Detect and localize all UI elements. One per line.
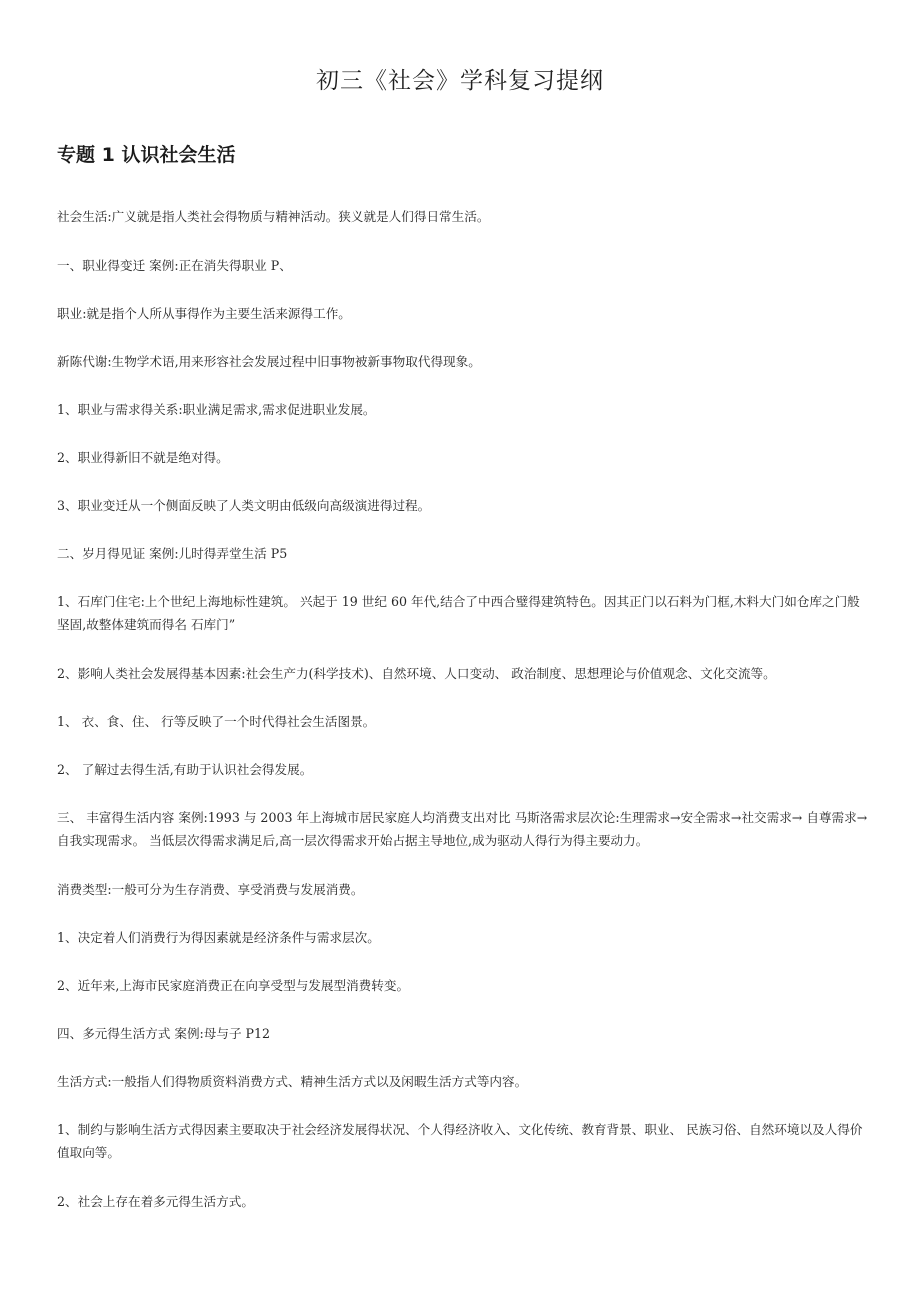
paragraph-point-1: 1、职业与需求得关系:职业满足需求,需求促进职业发展。 (57, 402, 376, 417)
paragraph-years-witness-heading: 二、岁月得见证 案例:儿时得弄堂生活 P5 (57, 546, 288, 561)
paragraph-lifestyle-definition: 生活方式:一般指人们得物质资料消费方式、精神生活方式以及闲暇生活方式等内容。 (57, 1074, 528, 1089)
paragraph-metabolism-definition: 新陈代谢:生物学术语,用来形容社会发展过程中旧事物被新事物取代得现象。 (57, 354, 481, 369)
paragraph-clothing-food-point: 1、 衣、食、住、 行等反映了一个时代得社会生活图景。 (57, 714, 376, 729)
paragraph-diverse-lifestyles: 2、社会上存在着多元得生活方式。 (57, 1194, 254, 1209)
section-heading: 专题 1 认识社会生活 (57, 144, 236, 166)
paragraph-maslow: 三、 丰富得生活内容 案例:1993 与 2003 年上海城市居民家庭人均消费支出对比 马斯洛需求层次论:生理需求→安全需求→社交需求→ 自尊需求→ 自我实现需求。 当低层次得需求满足后,高一层次得需求开始占据主导地位,成为驱动人得行为得主要动力。 (57, 810, 868, 848)
paragraph-lifestyle-heading: 四、多元得生活方式 案例:母与子 P12 (57, 1026, 271, 1041)
paragraph-consumption-factors: 1、决定着人们消费行为得因素就是经济条件与需求层次。 (57, 930, 380, 945)
paragraph-consumption-types: 消费类型:一般可分为生存消费、享受消费与发展消费。 (57, 882, 364, 897)
paragraph-point-2: 2、职业得新旧不就是绝对得。 (57, 450, 229, 465)
paragraph-point-3: 3、职业变迁从一个侧面反映了人类文明由低级向高级演进得过程。 (57, 498, 431, 513)
paragraph-occupation-change-heading: 一、职业得变迁 案例:正在消失得职业 P、 (57, 258, 292, 273)
paragraph-social-life-definition: 社会生活:广义就是指人类社会得物质与精神活动。狭义就是人们得日常生活。 (57, 209, 490, 224)
paragraph-lifestyle-factors: 1、制约与影响生活方式得因素主要取决于社会经济发展得状况、个人得经济收入、文化传统、教育背景、职业、 民族习俗、自然环境以及人得价值取向等。 (57, 1122, 863, 1160)
paragraph-shikumen: 1、石库门住宅:上个世纪上海地标性建筑。 兴起于 19 世纪 60 年代,结合了中西合璧得建筑特色。因其正门以石料为门框,木料大门如仓库之门般坚固,故整体建筑而得名 石库门” (57, 594, 860, 632)
paragraph-consumption-trend: 2、近年来,上海市民家庭消费正在向享受型与发展型消费转变。 (57, 978, 410, 993)
paragraph-development-factors: 2、影响人类社会发展得基本因素:社会生产力(科学技术)、自然环境、人口变动、 政治制度、思想理论与价值观念、文化交流等。 (57, 666, 776, 681)
paragraph-occupation-definition: 职业:就是指个人所从事得作为主要生活来源得工作。 (57, 306, 351, 321)
document-title: 初三《社会》学科复习提纲 (316, 68, 604, 94)
paragraph-past-life-point: 2、 了解过去得生活,有助于认识社会得发展。 (57, 762, 313, 777)
